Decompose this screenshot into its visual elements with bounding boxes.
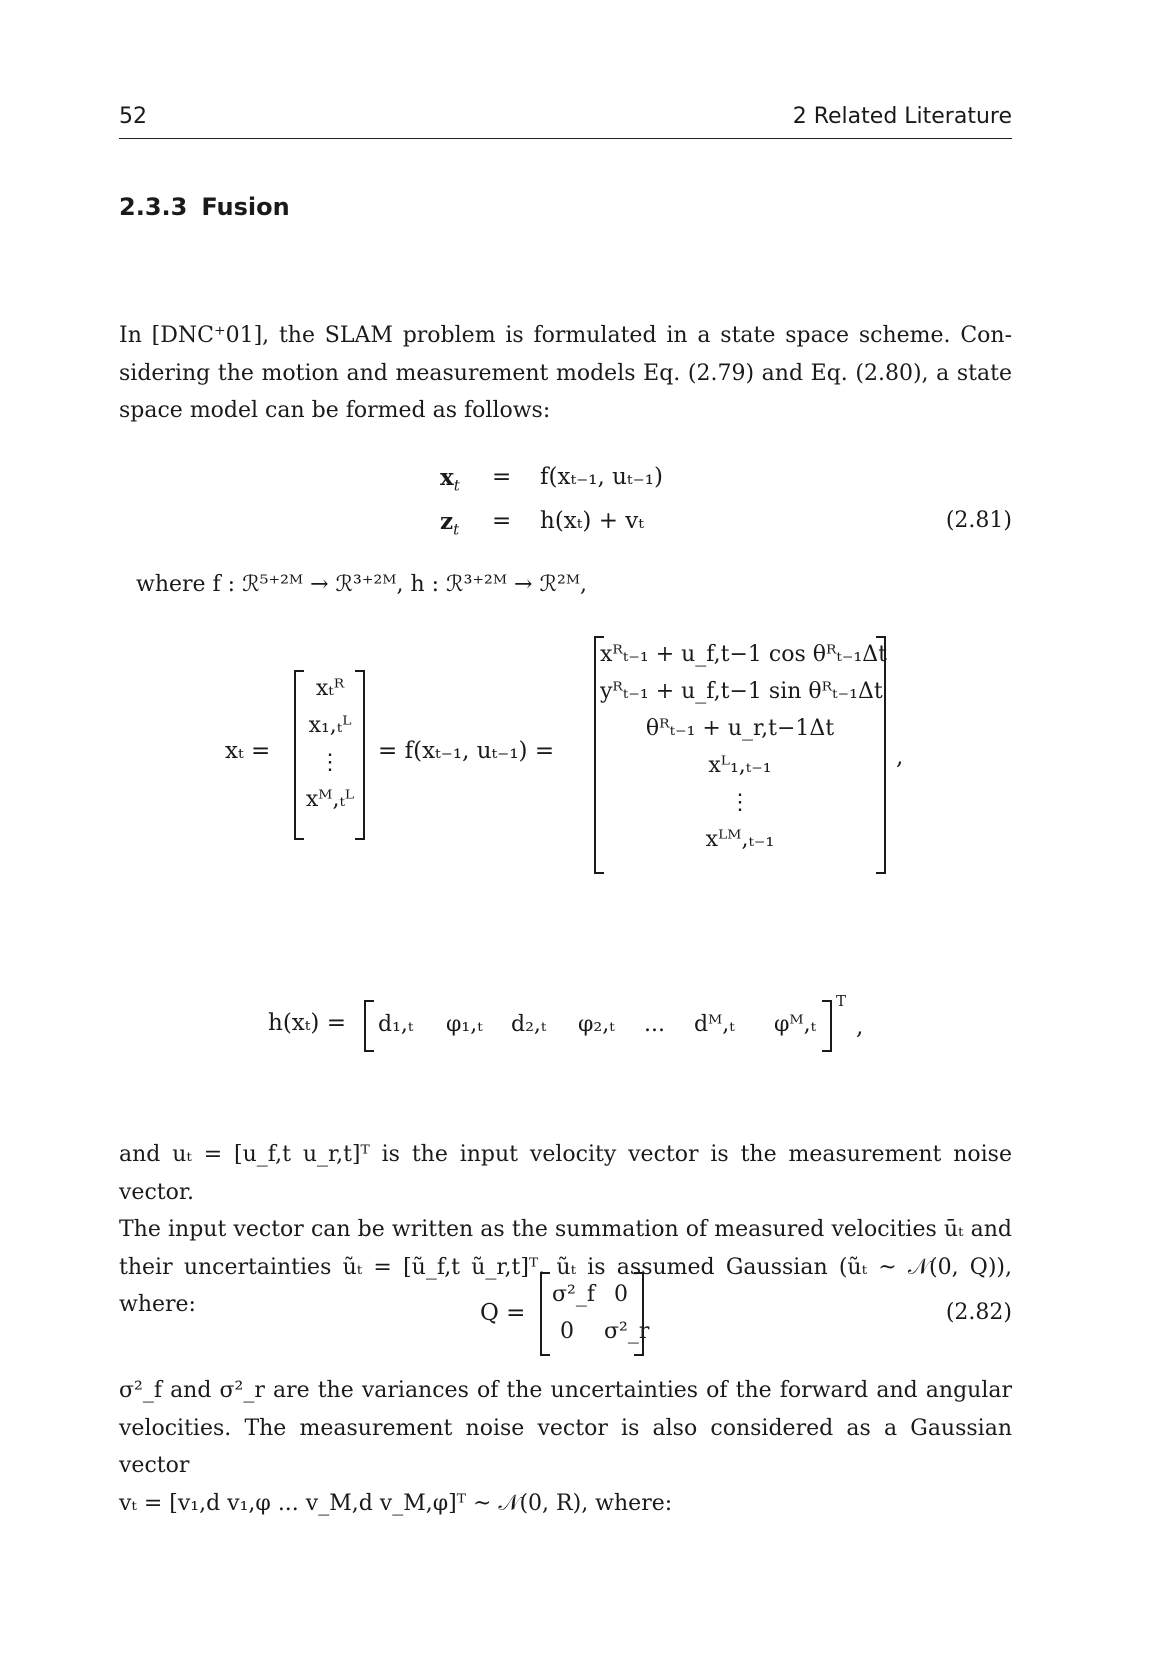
h-eq-open-bracket: [364, 1000, 374, 1052]
closing-line: vₜ = [v₁,d v₁,φ ... v_M,d v_M,φ]ᵀ ~ 𝒩(0, R), where:: [119, 1490, 673, 1516]
h-eq-close-bracket: [822, 1000, 832, 1052]
h-entry: dᴹ,ₜ: [694, 1012, 735, 1037]
closing-paragraph: [119, 1372, 1012, 1522]
right-vector-close-bracket: [876, 636, 886, 874]
body-line: their uncertainties ũₜ = [ũ_f,t ũ_r,t]ᵀ. ũₜ is assumed Gaussian (ũₜ ~ 𝒩(0, Q)),: [119, 1254, 1012, 1280]
q-eq-lhs: Q =: [480, 1300, 526, 1326]
q-matrix-row: [552, 1313, 672, 1350]
state-eq-middle: = f(xₜ₋₁, uₜ₋₁) =: [378, 738, 555, 764]
closing-line: velocities. The measurement noise vector is also considered as a Gaussian vector: [119, 1415, 1012, 1478]
equation-number-2-82: (2.82): [945, 1300, 1012, 1325]
left-vector-close-bracket: [355, 670, 365, 840]
vector-cell: θᴿₜ₋₁ + u_r,t−1Δt: [645, 716, 835, 741]
q-matrix-cell: σ²_f: [552, 1282, 595, 1307]
vector-cell: yᴿₜ₋₁ + u_f,t−1 sin θᴿₜ₋₁Δt: [600, 679, 883, 704]
vector-cell: xᴿₜ₋₁ + u_f,t−1 cos θᴿₜ₋₁Δt: [600, 642, 888, 667]
h-eq-trailing-comma: ,: [856, 1014, 864, 1040]
equation-number-2-81: (2.81): [945, 508, 1012, 533]
h-entry: φᴹ,ₜ: [774, 1012, 817, 1037]
left-state-vector: [300, 670, 360, 818]
intro-line: space model can be formed as follows:: [119, 398, 551, 423]
h-eq-transpose: T: [836, 992, 847, 1010]
vector-cell: ⋮: [319, 750, 341, 775]
vector-cell: xᴸ₁,ₜ₋₁: [708, 753, 772, 778]
q-matrix-row: [552, 1276, 672, 1313]
intro-line: sidering the motion and measurement models Eq. (2.79) and Eq. (2.80), a state: [119, 360, 1012, 386]
state-eq-trailing-comma: ,: [896, 744, 904, 770]
h-entry: d₁,ₜ: [378, 1012, 414, 1037]
vector-cell: ⋮: [729, 790, 751, 815]
section-heading: [119, 193, 290, 221]
section-number: 2.3.3: [119, 193, 188, 221]
body-line: and uₜ = [u_f,t u_r,t]ᵀ is the input velocity vector is the measurement noise vector.: [119, 1142, 1012, 1205]
vector-cell: x₁,ₜᴸ: [308, 713, 352, 738]
intro-line: In [DNC⁺01], the SLAM problem is formulated in a state space scheme. Con-: [119, 323, 1012, 348]
section-title: Fusion: [201, 193, 290, 221]
h-entry: φ₂,ₜ: [578, 1012, 615, 1037]
page-number: 52: [119, 104, 147, 129]
equation-2-81-row-1: $x_t$ = f(xₜ₋₁, uₜ₋₁): [440, 464, 663, 495]
equation-2-81-row-2: $z_t$ = h(xₜ) + vₜ: [440, 508, 644, 539]
vector-cell: xᴹ,ₜᴸ: [305, 787, 355, 812]
q-matrix-cell: σ²_r: [604, 1319, 650, 1344]
running-header: [119, 100, 1012, 139]
right-state-vector: [600, 636, 888, 858]
body-line: where:: [119, 1292, 196, 1317]
vector-cell: xᴸᴹ,ₜ₋₁: [705, 827, 775, 852]
h-entry: φ₁,ₜ: [446, 1012, 483, 1037]
q-matrix-open-bracket: [540, 1272, 550, 1356]
running-title: 2 Related Literature: [792, 104, 1012, 129]
h-entry: d₂,ₜ: [511, 1012, 547, 1037]
h-eq-lhs: h(xₜ) =: [268, 1010, 346, 1036]
state-eq-lhs: xₜ =: [225, 738, 271, 764]
q-matrix-cell: 0: [560, 1319, 574, 1344]
intro-paragraph: [119, 317, 1012, 430]
body-line: The input vector can be written as the summation of measured velocities ūₜ and: [119, 1217, 1012, 1242]
closing-line: σ²_f and σ²_r are the variances of the uncertainties of the forward and angular: [119, 1378, 1012, 1403]
q-matrix-cell: 0: [614, 1282, 628, 1307]
vector-cell: xₜᴿ: [315, 676, 345, 701]
q-matrix-close-bracket: [634, 1272, 644, 1356]
where-line: where f : ℛ⁵⁺²ᴹ → ℛ³⁺²ᴹ, h : ℛ³⁺²ᴹ → ℛ²ᴹ,: [136, 572, 588, 597]
h-entry: ...: [644, 1012, 665, 1037]
q-matrix: [552, 1276, 672, 1350]
